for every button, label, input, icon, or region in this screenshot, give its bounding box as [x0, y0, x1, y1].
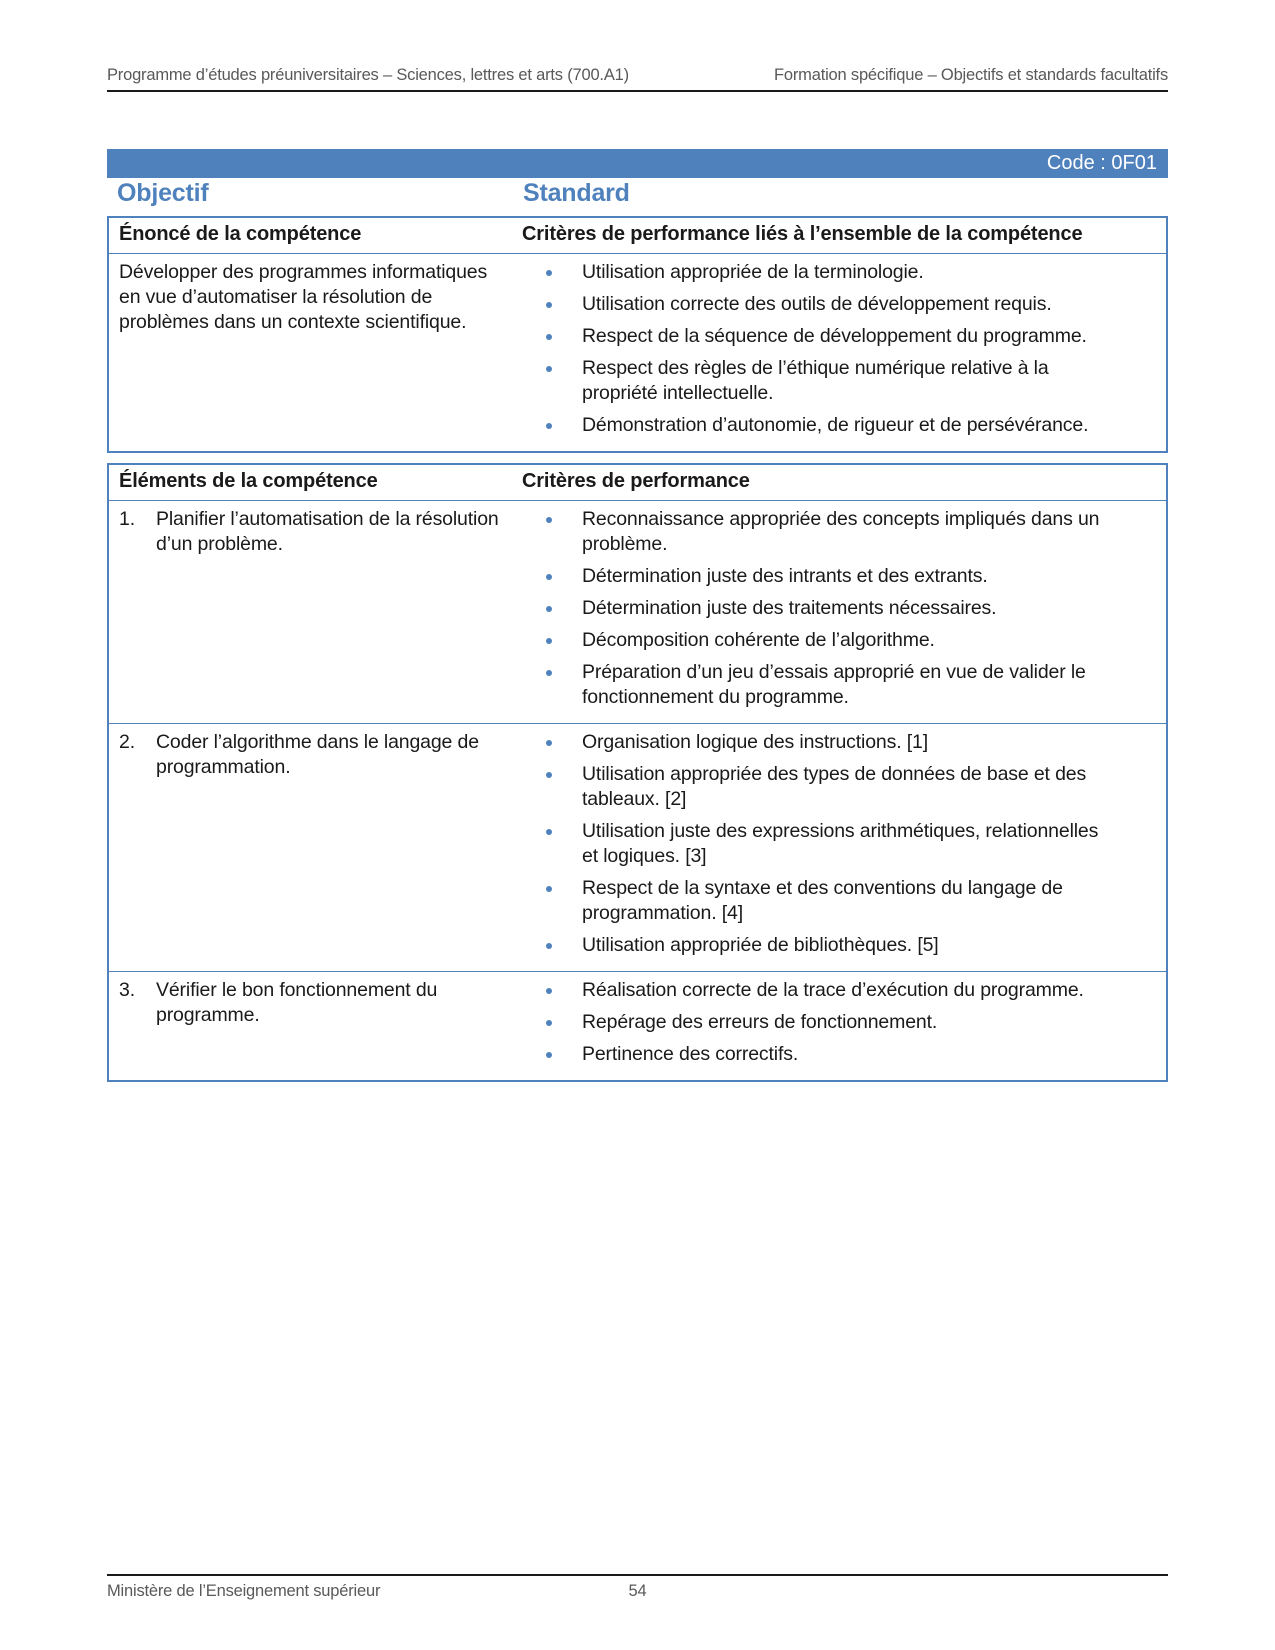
critere-text: Utilisation appropriée de la terminologie.: [582, 261, 924, 283]
element-number: 2.: [119, 731, 135, 753]
list-item: [522, 596, 1158, 621]
critere-text: Respect de la syntaxe et des conventions du langage de programmation. [4]: [582, 877, 1063, 924]
critere-text: Préparation d’un jeu d’essais approprié en vue de valider le fonctionnement du programme.: [582, 661, 1086, 708]
critere-text: Utilisation appropriée des types de données de base et des tableaux. [2]: [582, 763, 1087, 810]
list-item: [522, 762, 1158, 812]
page-number: 54: [628, 1582, 647, 1600]
criteres-header: Critères de performance: [522, 470, 750, 492]
list-item: [522, 507, 1158, 557]
code-bar: [107, 149, 1168, 178]
critere-text: Détermination juste des intrants et des extrants.: [582, 565, 988, 587]
list-item: [522, 260, 1158, 285]
element-cell: [109, 507, 514, 710]
list-item: [522, 324, 1158, 349]
list-item: [522, 660, 1158, 710]
element-number: 3.: [119, 979, 135, 1001]
critere-text: Repérage des erreurs de fonctionnement.: [582, 1011, 938, 1033]
list-item: [522, 628, 1158, 653]
standard-heading: Standard: [523, 179, 630, 207]
code-label: Code : 0F01: [1046, 152, 1157, 174]
critere-text: Réalisation correcte de la trace d’exécution du programme.: [582, 979, 1084, 1001]
critere-text: Reconnaissance appropriée des concepts impliqués dans un problème.: [582, 508, 1100, 555]
list-item: [522, 413, 1158, 438]
list-item: [522, 292, 1158, 317]
list-item: [522, 978, 1158, 1003]
critere-text: Utilisation appropriée de bibliothèques. [5]: [582, 934, 939, 956]
element-text: Planifier l’automatisation de la résolution d’un problème.: [156, 508, 499, 555]
list-item: [522, 564, 1158, 589]
enonce-header: Énoncé de la compétence: [119, 223, 362, 245]
critere-text: Organisation logique des instructions. [1]: [582, 731, 928, 753]
header-program-title: Programme d’études préuniversitaires – Sciences, lettres et arts (700.A1): [107, 66, 629, 84]
element-text: Vérifier le bon fonctionnement du programme.: [156, 979, 438, 1026]
list-item: [522, 1042, 1158, 1067]
criteres-list: [514, 730, 1166, 958]
list-item: [522, 933, 1158, 958]
competence-table-header: [109, 218, 1166, 254]
elements-table-header: [109, 465, 1166, 501]
critere-text: Respect des règles de l’éthique numérique relative à la propriété intellectuelle.: [582, 357, 1049, 404]
page-footer: [107, 1574, 1168, 1601]
element-cell: [109, 730, 514, 958]
critere-text: Détermination juste des traitements nécessaires.: [582, 597, 997, 619]
footer-ministry: Ministère de l’Enseignement supérieur: [107, 1582, 381, 1600]
list-item: [522, 356, 1158, 406]
criteres-list: [514, 978, 1166, 1067]
page-header: [107, 66, 1168, 92]
objectif-heading: Objectif: [117, 179, 209, 207]
criteres-list: [514, 507, 1166, 710]
list-item: [522, 730, 1158, 755]
critere-text: Utilisation correcte des outils de développement requis.: [582, 293, 1052, 315]
critere-text: Décomposition cohérente de l’algorithme.: [582, 629, 935, 651]
elements-table: [107, 463, 1168, 1082]
enonce-text: Développer des programmes informatiques en vue d’automatiser la résolution de problèmes dans un contexte scientifique.: [119, 261, 488, 333]
list-item: [522, 819, 1158, 869]
list-item: [522, 1010, 1158, 1035]
table-row: [109, 971, 1166, 1080]
criteres-ensemble-list: [514, 260, 1166, 438]
competence-table: [107, 216, 1168, 453]
competence-table-body: [109, 254, 1166, 451]
critere-text: Respect de la séquence de développement du programme.: [582, 325, 1087, 347]
element-text: Coder l’algorithme dans le langage de programmation.: [156, 731, 479, 778]
element-number: 1.: [119, 508, 135, 530]
header-section-title: Formation spécifique – Objectifs et standards facultatifs: [774, 66, 1168, 84]
critere-text: Utilisation juste des expressions arithmétiques, relationnelles et logiques. [3]: [582, 820, 1099, 867]
element-cell: [109, 978, 514, 1067]
tables-container: [107, 216, 1168, 1082]
criteres-ensemble-header: Critères de performance liés à l’ensemble de la compétence: [522, 223, 1083, 245]
critere-text: Démonstration d’autonomie, de rigueur et de persévérance.: [582, 414, 1089, 436]
list-item: [522, 876, 1158, 926]
elements-header: Éléments de la compétence: [119, 470, 378, 492]
column-headings: [107, 179, 1168, 208]
table-row: [109, 501, 1166, 723]
critere-text: Pertinence des correctifs.: [582, 1043, 799, 1065]
table-row: [109, 723, 1166, 971]
